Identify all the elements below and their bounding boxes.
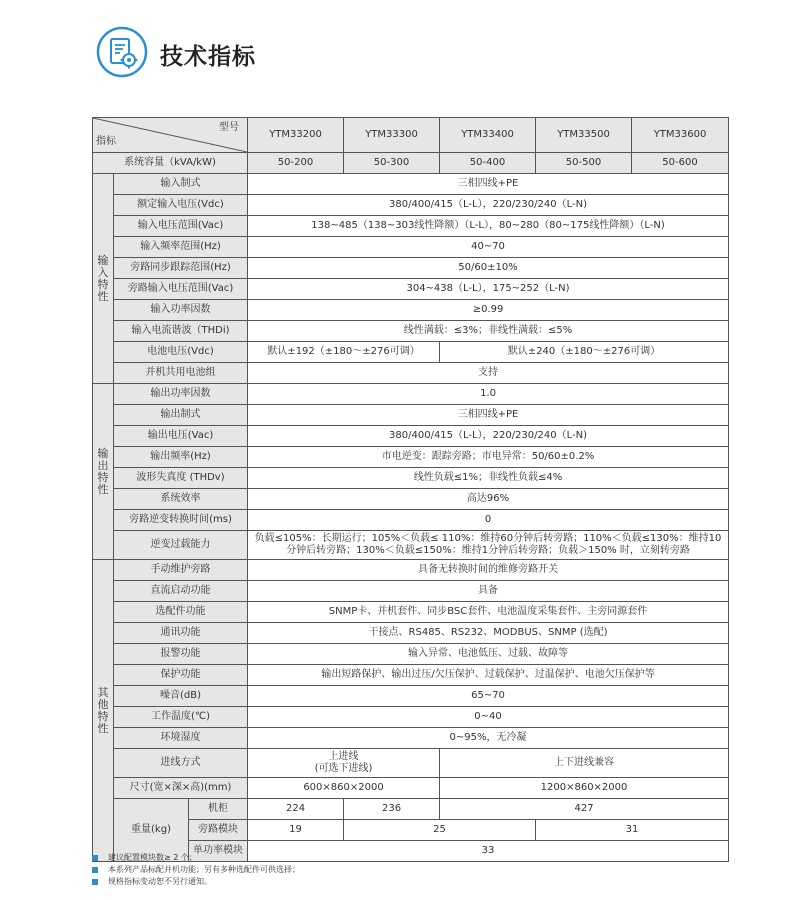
section-label-input: 输 入 特 性 [93, 174, 114, 384]
table-row [93, 468, 729, 489]
cell-value: 具备无转换时间的维修旁路开关 [248, 560, 729, 581]
table-row [93, 581, 729, 602]
model-header: YTM33200 [248, 118, 344, 153]
table-row [93, 560, 729, 581]
cell-value: 上下进线兼容 [440, 749, 729, 778]
row-label: 旁路输入电压范围(Vac) [114, 279, 248, 300]
cell-value: 0~40 [248, 707, 729, 728]
cell-value: 31 [536, 820, 729, 841]
wiring-line-1: 上进线 [328, 751, 359, 762]
cell-value: 33 [248, 841, 729, 862]
model-header: YTM33300 [344, 118, 440, 153]
cell-value: 三相四线+PE [248, 405, 729, 426]
square-bullet-icon [92, 879, 98, 885]
row-label: 输入电流谐波（THDi) [114, 321, 248, 342]
table-row [93, 279, 729, 300]
row-label: 输入电压范围(Vac) [114, 216, 248, 237]
cell-value: 0 [248, 510, 729, 531]
cell-value: 输入异常、电池低压、过载、故障等 [248, 644, 729, 665]
section-label-output: 输 出 特 性 [93, 384, 114, 560]
table-header-row [93, 118, 729, 153]
cell-value: 25 [344, 820, 536, 841]
note-item [92, 864, 300, 876]
cell-value: 0~95%，无冷凝 [248, 728, 729, 749]
model-header: YTM33600 [632, 118, 729, 153]
row-label: 保护功能 [114, 665, 248, 686]
table-row [93, 216, 729, 237]
row-label: 进线方式 [114, 749, 248, 778]
row-label: 电池电压(Vdc) [114, 342, 248, 363]
cell-value: 具备 [248, 581, 729, 602]
table-row [93, 707, 729, 728]
cell-value-multiline [248, 749, 440, 778]
settings-document-icon [96, 26, 148, 78]
wiring-line-2: (可选下进线) [314, 763, 373, 774]
row-label: 输出制式 [114, 405, 248, 426]
cell-value: 50/60±10% [248, 258, 729, 279]
spec-table [92, 117, 729, 862]
row-label: 旁路同步跟踪范围(Hz) [114, 258, 248, 279]
cell-value: 19 [248, 820, 344, 841]
page-title: 技术指标 [160, 44, 256, 70]
cell-value: 600×860×2000 [248, 778, 440, 799]
row-label: 输入功率因数 [114, 300, 248, 321]
cell-value: 干接点、RS485、RS232、MODBUS、SNMP (选配) [248, 623, 729, 644]
table-row [93, 686, 729, 707]
note-item [92, 876, 300, 888]
note-text: 本系列产品标配并机功能；另有多种选配件可供选择； [108, 865, 300, 874]
cell-value: 市电逆变：跟踪旁路；市电异常：50/60±0.2% [248, 447, 729, 468]
cell-value: 65~70 [248, 686, 729, 707]
sub-row-label: 单功率模块 [189, 841, 248, 862]
row-label: 报警功能 [114, 644, 248, 665]
cell-value: 输出短路保护、输出过压/欠压保护、过载保护、过温保护、电池欠压保护等 [248, 665, 729, 686]
notes [92, 852, 300, 888]
table-row [93, 447, 729, 468]
corner-cell [93, 118, 248, 153]
table-row [93, 405, 729, 426]
row-label: 重量(kg) [114, 799, 189, 862]
cell-value: 50-600 [632, 153, 729, 174]
square-bullet-icon [92, 867, 98, 873]
table-row [93, 195, 729, 216]
cell-value: 236 [344, 799, 440, 820]
row-label: 通讯功能 [114, 623, 248, 644]
table-row [93, 602, 729, 623]
cell-value: 线性负载≤1%；非线性负载≤4% [248, 468, 729, 489]
sub-row-label: 旁路模块 [189, 820, 248, 841]
cell-value: 50-300 [344, 153, 440, 174]
cell-value: 高达96% [248, 489, 729, 510]
table-row [93, 237, 729, 258]
cell-value: 380/400/415（L-L），220/230/240（L-N) [248, 195, 729, 216]
row-label: 逆变过载能力 [114, 531, 248, 560]
table-row [93, 778, 729, 799]
row-label: 输出功率因数 [114, 384, 248, 405]
table-row [93, 300, 729, 321]
corner-model-label: 型号 [219, 122, 240, 133]
row-label: 输出频率(Hz) [114, 447, 248, 468]
row-label: 选配件功能 [114, 602, 248, 623]
table-row [93, 258, 729, 279]
table-row [93, 363, 729, 384]
cell-value: 1.0 [248, 384, 729, 405]
cell-value: 50-200 [248, 153, 344, 174]
cell-value: 50-500 [536, 153, 632, 174]
row-label: 输出电压(Vac) [114, 426, 248, 447]
row-label: 输入制式 [114, 174, 248, 195]
cell-value: 224 [248, 799, 344, 820]
cell-value: 50-400 [440, 153, 536, 174]
model-header: YTM33500 [536, 118, 632, 153]
table-row [93, 174, 729, 195]
section-label-other: 其 他 特 性 [93, 560, 114, 862]
cell-value: 支持 [248, 363, 729, 384]
table-row [93, 799, 729, 820]
table-row [93, 665, 729, 686]
row-label: 系统容量（kVA/kW) [93, 153, 248, 174]
sub-row-label: 机柜 [189, 799, 248, 820]
model-header: YTM33400 [440, 118, 536, 153]
cell-value: 1200×860×2000 [440, 778, 729, 799]
cell-value: 线性满载：≤3%；非线性满载：≤5% [248, 321, 729, 342]
row-label: 工作温度(℃) [114, 707, 248, 728]
cell-value: 40~70 [248, 237, 729, 258]
row-label: 并机共用电池组 [114, 363, 248, 384]
table-row [93, 820, 729, 841]
capacity-row [93, 153, 729, 174]
note-text: 建议配置模块数≥ 2 个； [108, 853, 197, 862]
row-label: 额定输入电压(Vdc) [114, 195, 248, 216]
corner-index-label: 指标 [96, 136, 116, 147]
table-row [93, 531, 729, 560]
row-label: 尺寸(宽×深×高)(mm) [114, 778, 248, 799]
row-label: 旁路逆变转换时间(ms) [114, 510, 248, 531]
cell-value: ≥0.99 [248, 300, 729, 321]
cell-value: 427 [440, 799, 729, 820]
cell-value: 默认±192（±180～±276可调） [248, 342, 440, 363]
row-label: 环境湿度 [114, 728, 248, 749]
cell-value: 304~438（L-L），175~252（L-N) [248, 279, 729, 300]
table-row [93, 728, 729, 749]
cell-value: 380/400/415（L-L），220/230/240（L-N) [248, 426, 729, 447]
square-bullet-icon [92, 855, 98, 861]
row-label: 直流启动功能 [114, 581, 248, 602]
table-row [93, 342, 729, 363]
row-label: 波形失真度 (THDv) [114, 468, 248, 489]
table-row [93, 510, 729, 531]
table-row [93, 644, 729, 665]
note-text: 规格指标变动恕不另行通知。 [108, 877, 212, 886]
table-row [93, 749, 729, 778]
table-row [93, 384, 729, 405]
table-row [93, 321, 729, 342]
table-row [93, 489, 729, 510]
row-label: 输入频率范围(Hz) [114, 237, 248, 258]
note-item [92, 852, 300, 864]
cell-value: 负载≤105%：长期运行；105%＜负载≤ 110%：维持60分钟后转旁路；110%＜负载≤130%：维持10分钟后转旁路；130%＜负载≤150%：维持1分钟后转旁路；负载＞150% 时，立刻转旁路 [248, 531, 729, 560]
row-label: 噪音(dB) [114, 686, 248, 707]
cell-value: 默认±240（±180～±276可调） [440, 342, 729, 363]
cell-value: 138~485（138~303线性降额）（L-L），80~280（80~175线性降额）（L-N) [248, 216, 729, 237]
cell-value: SNMP卡、并机套件、同步BSC套件、电池温度采集套件、主旁同源套件 [248, 602, 729, 623]
cell-value: 三相四线+PE [248, 174, 729, 195]
row-label: 手动维护旁路 [114, 560, 248, 581]
table-row [93, 623, 729, 644]
table-row [93, 426, 729, 447]
row-label: 系统效率 [114, 489, 248, 510]
